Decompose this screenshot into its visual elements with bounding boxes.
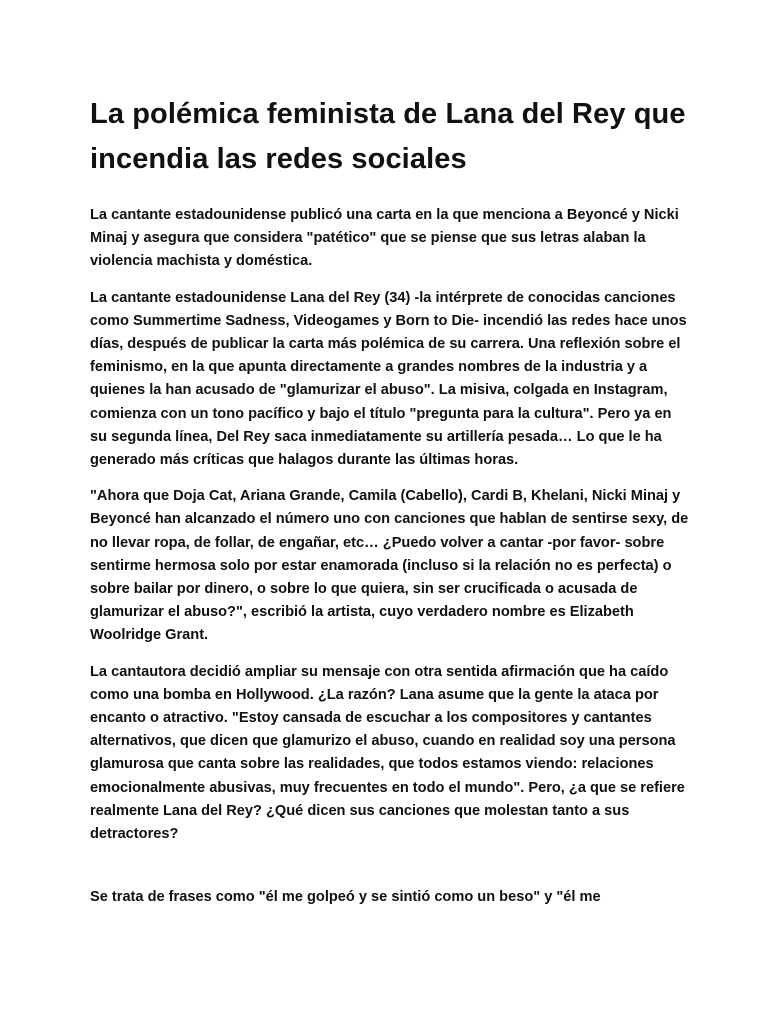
article-paragraph: "Ahora que Doja Cat, Ariana Grande, Camila (Cabello), Cardi B, Khelani, Nicki Minaj y Beyoncé han alcanzado el número uno con canciones que hablan de sentirse sexy, de no llevar ropa, de follar, de engañar, etc… ¿Puedo volver a cantar -por favor- sobre sentirme hermosa solo por estar enamorada (incluso si la relación no es perfecta) o sobre bailar por dinero, o sobre lo que quiera, sin ser crucificada o acusada de glamurizar el abuso?", escribió la artista, cuyo verdadero nombre es Elizabeth Woolridge Grant. <box>90 488 689 644</box>
article-paragraph: La cantautora decidió ampliar su mensaje con otra sentida afirmación que ha caído como una bomba en Hollywood. ¿La razón? Lana asume que la gente la ataca por encanto o atractivo. "Estoy cansada de escuchar a los compositores y cantantes alternativos, que dicen que glamurizo el abuso, cuando en realidad soy una persona glamurosa que canta sobre las realidades, que todos estamos viendo: relaciones emocionalmente abusivas, muy frecuentes en todo el mundo". Pero, ¿a que se refiere realmente Lana del Rey? ¿Qué dicen sus canciones que molestan tanto a sus detractores? <box>90 663 685 843</box>
article-body <box>90 92 690 922</box>
article-paragraph: La cantante estadounidense Lana del Rey (34) -la intérprete de conocidas canciones como Summertime Sadness, Videogames y Born to Die- incendió las redes hace unos días, después de publicar la carta más polémica de su carrera. Una reflexión sobre el feminismo, en la que apunta directamente a grandes nombres de la industria y a quienes la han acusado de "glamurizar el abuso". La misiva, colgada en Instagram, comienza con un tono pacífico y bajo el título "pregunta para la cultura". Pero ya en su segunda línea, Del Rey saca inmediatamente su artillería pesada… Lo que le ha generado más críticas que halagos durante las últimas horas. <box>90 289 687 469</box>
article-paragraph: Se trata de frases como "él me golpeó y se sintió como un beso" y "él me <box>90 889 601 906</box>
article-lead-paragraph: La cantante estadounidense publicó una carta en la que menciona a Beyoncé y Nicki Minaj y asegura que considera "patético" que se piense que sus letras alaban la violencia machista y doméstica. <box>90 207 679 270</box>
article-title: La polémica feminista de Lana del Rey que incendia las redes sociales <box>90 98 686 175</box>
